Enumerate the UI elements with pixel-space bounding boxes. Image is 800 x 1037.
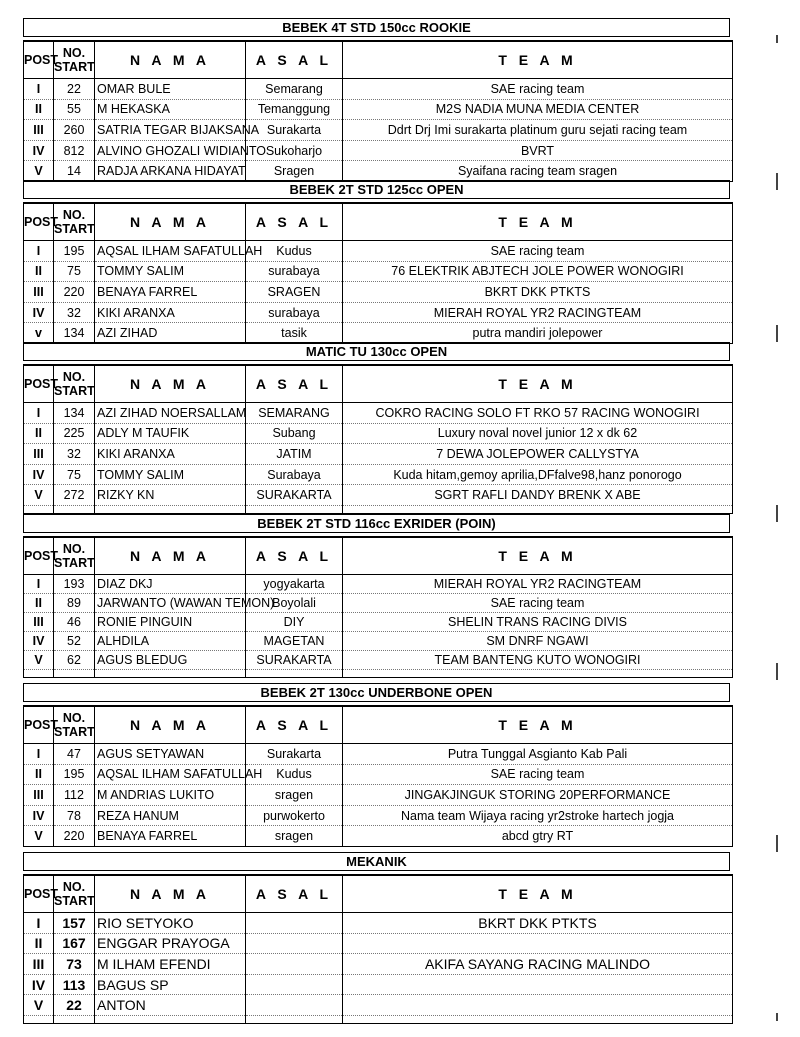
table-row — [24, 805, 733, 826]
start-number-cell: 47 — [54, 744, 95, 765]
pos-cell: III — [24, 120, 54, 141]
table-row — [24, 594, 733, 613]
name-cell: AQSAL ILHAM SAFATULLAH — [95, 241, 246, 262]
pos-cell: I — [24, 403, 54, 424]
origin-cell: yogyakarta — [246, 575, 343, 594]
table-row — [24, 913, 733, 934]
start-number-cell: 32 — [54, 444, 95, 465]
table-row — [24, 423, 733, 444]
table-row — [24, 261, 733, 282]
header-team: T E A M — [343, 41, 733, 79]
header-asal: A S A L — [246, 41, 343, 79]
table-row — [24, 99, 733, 120]
pos-cell: IV — [24, 632, 54, 651]
pos-cell: V — [24, 485, 54, 506]
pos-cell: I — [24, 575, 54, 594]
team-cell: SAE racing team — [343, 594, 733, 613]
name-cell: ADLY M TAUFIK — [95, 423, 246, 444]
name-cell: RADJA ARKANA HIDAYAT — [95, 161, 246, 182]
margin-mark — [776, 663, 778, 680]
empty-row — [24, 505, 733, 513]
pos-cell: I — [24, 79, 54, 100]
name-cell: M ILHAM EFENDI — [95, 954, 246, 975]
origin-cell — [246, 995, 343, 1016]
empty-cell — [54, 670, 95, 678]
start-number-cell: 73 — [54, 954, 95, 975]
name-cell: ENGGAR PRAYOGA — [95, 933, 246, 954]
team-cell: AKIFA SAYANG RACING MALINDO — [343, 954, 733, 975]
origin-cell: Subang — [246, 423, 343, 444]
header-team: T E A M — [343, 875, 733, 913]
origin-cell: Boyolali — [246, 594, 343, 613]
header-nama: N A M A — [95, 537, 246, 575]
team-cell: MIERAH ROYAL YR2 RACINGTEAM — [343, 575, 733, 594]
name-cell: JARWANTO (WAWAN TEMON) — [95, 594, 246, 613]
origin-cell: surabaya — [246, 261, 343, 282]
table-row — [24, 282, 733, 303]
name-cell: AZI ZIHAD NOERSALLAM — [95, 403, 246, 424]
team-cell: Nama team Wijaya racing yr2stroke hartech jogja — [343, 805, 733, 826]
header-nama: N A M A — [95, 365, 246, 403]
header-no-start-line2: START — [54, 384, 95, 398]
origin-cell — [246, 913, 343, 934]
origin-cell: Kudus — [246, 764, 343, 785]
team-cell: COKRO RACING SOLO FT RKO 57 RACING WONOGIRI — [343, 403, 733, 424]
start-number-cell: 52 — [54, 632, 95, 651]
header-row — [24, 706, 733, 744]
team-cell: Kuda hitam,gemoy aprilia,DFfalve98,hanz ponorogo — [343, 464, 733, 485]
pos-cell: II — [24, 261, 54, 282]
pos-cell: I — [24, 241, 54, 262]
empty-cell — [95, 670, 246, 678]
start-number-cell: 225 — [54, 423, 95, 444]
origin-cell: Surabaya — [246, 464, 343, 485]
header-no-start-line2: START — [54, 725, 95, 739]
name-cell: RIO SETYOKO — [95, 913, 246, 934]
pos-cell: v — [24, 323, 54, 344]
pos-cell: V — [24, 651, 54, 670]
start-number-cell: 220 — [54, 282, 95, 303]
table-row — [24, 302, 733, 323]
team-cell: TEAM BANTENG KUTO WONOGIRI — [343, 651, 733, 670]
margin-mark — [776, 173, 778, 190]
table-row — [24, 933, 733, 954]
header-nama: N A M A — [95, 41, 246, 79]
name-cell: RONIE PINGUIN — [95, 613, 246, 632]
team-cell: JINGAKJINGUK STORING 20PERFORMANCE — [343, 785, 733, 806]
name-cell: OMAR BULE — [95, 79, 246, 100]
name-cell: AQSAL ILHAM SAFATULLAH — [95, 764, 246, 785]
start-number-cell: 89 — [54, 594, 95, 613]
start-number-cell: 22 — [54, 79, 95, 100]
section-title: BEBEK 2T STD 116cc EXRIDER (POIN) — [23, 514, 730, 533]
name-cell: AGUS BLEDUG — [95, 651, 246, 670]
origin-cell: Kudus — [246, 241, 343, 262]
results-table — [23, 874, 733, 1024]
start-number-cell: 62 — [54, 651, 95, 670]
origin-cell: MAGETAN — [246, 632, 343, 651]
header-team: T E A M — [343, 365, 733, 403]
header-asal: A S A L — [246, 875, 343, 913]
origin-cell: Surakarta — [246, 744, 343, 765]
name-cell: AZI ZIHAD — [95, 323, 246, 344]
team-cell: Putra Tunggal Asgianto Kab Pali — [343, 744, 733, 765]
start-number-cell: 157 — [54, 913, 95, 934]
name-cell: KIKI ARANXA — [95, 444, 246, 465]
header-team: T E A M — [343, 537, 733, 575]
team-cell: BKRT DKK PTKTS — [343, 282, 733, 303]
name-cell: M HEKASKA — [95, 99, 246, 120]
table-row — [24, 632, 733, 651]
name-cell: AGUS SETYAWAN — [95, 744, 246, 765]
start-number-cell: 134 — [54, 323, 95, 344]
header-asal: A S A L — [246, 706, 343, 744]
results-table — [23, 202, 733, 344]
name-cell: ALVINO GHOZALI WIDIANTO — [95, 140, 246, 161]
name-cell: DIAZ DKJ — [95, 575, 246, 594]
pos-cell: IV — [24, 974, 54, 995]
team-cell: SAE racing team — [343, 764, 733, 785]
pos-cell: IV — [24, 464, 54, 485]
pos-cell: II — [24, 423, 54, 444]
pos-cell: III — [24, 954, 54, 975]
origin-cell: DIY — [246, 613, 343, 632]
start-number-cell: 55 — [54, 99, 95, 120]
header-asal: A S A L — [246, 203, 343, 241]
origin-cell: surabaya — [246, 302, 343, 323]
empty-cell — [246, 1015, 343, 1023]
header-pos: POST — [24, 706, 54, 744]
table-row — [24, 485, 733, 506]
section-title: MEKANIK — [23, 852, 730, 871]
header-no-start — [54, 365, 95, 403]
start-number-cell: 220 — [54, 826, 95, 847]
pos-cell: IV — [24, 805, 54, 826]
margin-mark — [776, 35, 778, 43]
header-team: T E A M — [343, 203, 733, 241]
name-cell: ANTON — [95, 995, 246, 1016]
start-number-cell: 167 — [54, 933, 95, 954]
start-number-cell: 112 — [54, 785, 95, 806]
team-cell: Luxury noval novel junior 12 x dk 62 — [343, 423, 733, 444]
start-number-cell: 32 — [54, 302, 95, 323]
table-row — [24, 444, 733, 465]
origin-cell: Sragen — [246, 161, 343, 182]
header-no-start-line1: NO. — [62, 880, 86, 894]
name-cell: BENAYA FARREL — [95, 826, 246, 847]
empty-cell — [54, 505, 95, 513]
empty-cell — [24, 670, 54, 678]
results-table — [23, 705, 733, 847]
origin-cell: Semarang — [246, 79, 343, 100]
name-cell: ALHDILA — [95, 632, 246, 651]
start-number-cell: 22 — [54, 995, 95, 1016]
empty-cell — [54, 1015, 95, 1023]
name-cell: TOMMY SALIM — [95, 261, 246, 282]
empty-cell — [95, 505, 246, 513]
origin-cell: sragen — [246, 826, 343, 847]
team-cell: abcd gtry RT — [343, 826, 733, 847]
team-cell: SAE racing team — [343, 79, 733, 100]
header-nama: N A M A — [95, 706, 246, 744]
team-cell: SAE racing team — [343, 241, 733, 262]
name-cell: TOMMY SALIM — [95, 464, 246, 485]
start-number-cell: 812 — [54, 140, 95, 161]
header-pos: POST — [24, 537, 54, 575]
header-no-start — [54, 537, 95, 575]
table-row — [24, 140, 733, 161]
header-asal: A S A L — [246, 537, 343, 575]
header-pos: POST — [24, 41, 54, 79]
table-row — [24, 323, 733, 344]
empty-row — [24, 670, 733, 678]
start-number-cell: 75 — [54, 464, 95, 485]
pos-cell: IV — [24, 140, 54, 161]
start-number-cell: 46 — [54, 613, 95, 632]
origin-cell: SEMARANG — [246, 403, 343, 424]
team-cell: 76 ELEKTRIK ABJTECH JOLE POWER WONOGIRI — [343, 261, 733, 282]
header-pos: POST — [24, 365, 54, 403]
header-team: T E A M — [343, 706, 733, 744]
empty-cell — [343, 670, 733, 678]
empty-cell — [95, 1015, 246, 1023]
margin-mark — [776, 1013, 778, 1021]
name-cell: SATRIA TEGAR BIJAKSANA — [95, 120, 246, 141]
section-title: BEBEK 2T STD 125cc OPEN — [23, 180, 730, 199]
header-no-start — [54, 203, 95, 241]
pos-cell: V — [24, 826, 54, 847]
origin-cell: tasik — [246, 323, 343, 344]
empty-cell — [246, 670, 343, 678]
empty-cell — [24, 1015, 54, 1023]
pos-cell: I — [24, 913, 54, 934]
table-row — [24, 120, 733, 141]
table-row — [24, 575, 733, 594]
empty-row — [24, 1015, 733, 1023]
empty-cell — [24, 505, 54, 513]
table-row — [24, 826, 733, 847]
header-row — [24, 537, 733, 575]
table-row — [24, 974, 733, 995]
pos-cell: III — [24, 785, 54, 806]
empty-cell — [343, 1015, 733, 1023]
pos-cell: II — [24, 594, 54, 613]
table-row — [24, 403, 733, 424]
start-number-cell: 75 — [54, 261, 95, 282]
team-cell: Ddrt Drj Imi surakarta platinum guru sejati racing team — [343, 120, 733, 141]
empty-cell — [343, 505, 733, 513]
team-cell: M2S NADIA MUNA MEDIA CENTER — [343, 99, 733, 120]
header-no-start — [54, 41, 95, 79]
header-no-start — [54, 875, 95, 913]
pos-cell: V — [24, 995, 54, 1016]
empty-cell — [246, 505, 343, 513]
team-cell — [343, 974, 733, 995]
origin-cell: SURAKARTA — [246, 651, 343, 670]
team-cell: SM DNRF NGAWI — [343, 632, 733, 651]
start-number-cell: 134 — [54, 403, 95, 424]
margin-mark — [776, 835, 778, 852]
results-table — [23, 364, 733, 514]
start-number-cell: 193 — [54, 575, 95, 594]
start-number-cell: 78 — [54, 805, 95, 826]
table-row — [24, 744, 733, 765]
team-cell: SHELIN TRANS RACING DIVIS — [343, 613, 733, 632]
origin-cell: Surakarta — [246, 120, 343, 141]
pos-cell: IV — [24, 302, 54, 323]
header-no-start-line2: START — [54, 222, 95, 236]
section-title: BEBEK 2T 130cc UNDERBONE OPEN — [23, 683, 730, 702]
name-cell: REZA HANUM — [95, 805, 246, 826]
origin-cell — [246, 974, 343, 995]
margin-mark — [776, 505, 778, 522]
start-number-cell: 195 — [54, 764, 95, 785]
header-no-start-line1: NO. — [62, 46, 86, 60]
start-number-cell: 113 — [54, 974, 95, 995]
origin-cell: Sukoharjo — [246, 140, 343, 161]
origin-cell: SURAKARTA — [246, 485, 343, 506]
header-no-start-line1: NO. — [62, 208, 86, 222]
origin-cell: Temanggung — [246, 99, 343, 120]
table-row — [24, 79, 733, 100]
header-nama: N A M A — [95, 875, 246, 913]
table-row — [24, 161, 733, 182]
pos-cell: III — [24, 444, 54, 465]
header-nama: N A M A — [95, 203, 246, 241]
header-row — [24, 875, 733, 913]
team-cell: BVRT — [343, 140, 733, 161]
pos-cell: III — [24, 282, 54, 303]
header-row — [24, 365, 733, 403]
table-row — [24, 651, 733, 670]
table-row — [24, 785, 733, 806]
start-number-cell: 14 — [54, 161, 95, 182]
pos-cell: III — [24, 613, 54, 632]
team-cell: Syaifana racing team sragen — [343, 161, 733, 182]
name-cell: BAGUS SP — [95, 974, 246, 995]
header-no-start-line2: START — [54, 556, 95, 570]
header-no-start-line1: NO. — [62, 370, 86, 384]
header-row — [24, 41, 733, 79]
start-number-cell: 272 — [54, 485, 95, 506]
table-row — [24, 464, 733, 485]
header-row — [24, 203, 733, 241]
header-no-start-line1: NO. — [62, 542, 86, 556]
table-row — [24, 764, 733, 785]
header-asal: A S A L — [246, 365, 343, 403]
results-table — [23, 40, 733, 182]
pos-cell: II — [24, 933, 54, 954]
origin-cell: sragen — [246, 785, 343, 806]
pos-cell: I — [24, 744, 54, 765]
table-row — [24, 954, 733, 975]
section-title: BEBEK 4T STD 150cc ROOKIE — [23, 18, 730, 37]
team-cell: SGRT RAFLI DANDY BRENK X ABE — [343, 485, 733, 506]
origin-cell — [246, 933, 343, 954]
origin-cell — [246, 954, 343, 975]
team-cell: BKRT DKK PTKTS — [343, 913, 733, 934]
team-cell — [343, 995, 733, 1016]
origin-cell: SRAGEN — [246, 282, 343, 303]
table-row — [24, 613, 733, 632]
table-row — [24, 241, 733, 262]
results-table — [23, 536, 733, 678]
name-cell: KIKI ARANXA — [95, 302, 246, 323]
margin-mark — [776, 325, 778, 342]
header-pos: POST — [24, 875, 54, 913]
header-pos: POST — [24, 203, 54, 241]
name-cell: M ANDRIAS LUKITO — [95, 785, 246, 806]
team-cell: MIERAH ROYAL YR2 RACINGTEAM — [343, 302, 733, 323]
header-no-start-line2: START — [54, 894, 95, 908]
header-no-start-line1: NO. — [62, 711, 86, 725]
header-no-start-line2: START — [54, 60, 95, 74]
team-cell — [343, 933, 733, 954]
pos-cell: V — [24, 161, 54, 182]
name-cell: BENAYA FARREL — [95, 282, 246, 303]
team-cell: 7 DEWA JOLEPOWER CALLYSTYA — [343, 444, 733, 465]
section-title: MATIC TU 130cc OPEN — [23, 342, 730, 361]
team-cell: putra mandiri jolepower — [343, 323, 733, 344]
pos-cell: II — [24, 99, 54, 120]
table-row — [24, 995, 733, 1016]
start-number-cell: 195 — [54, 241, 95, 262]
start-number-cell: 260 — [54, 120, 95, 141]
pos-cell: II — [24, 764, 54, 785]
origin-cell: purwokerto — [246, 805, 343, 826]
origin-cell: JATIM — [246, 444, 343, 465]
header-no-start — [54, 706, 95, 744]
name-cell: RIZKY KN — [95, 485, 246, 506]
